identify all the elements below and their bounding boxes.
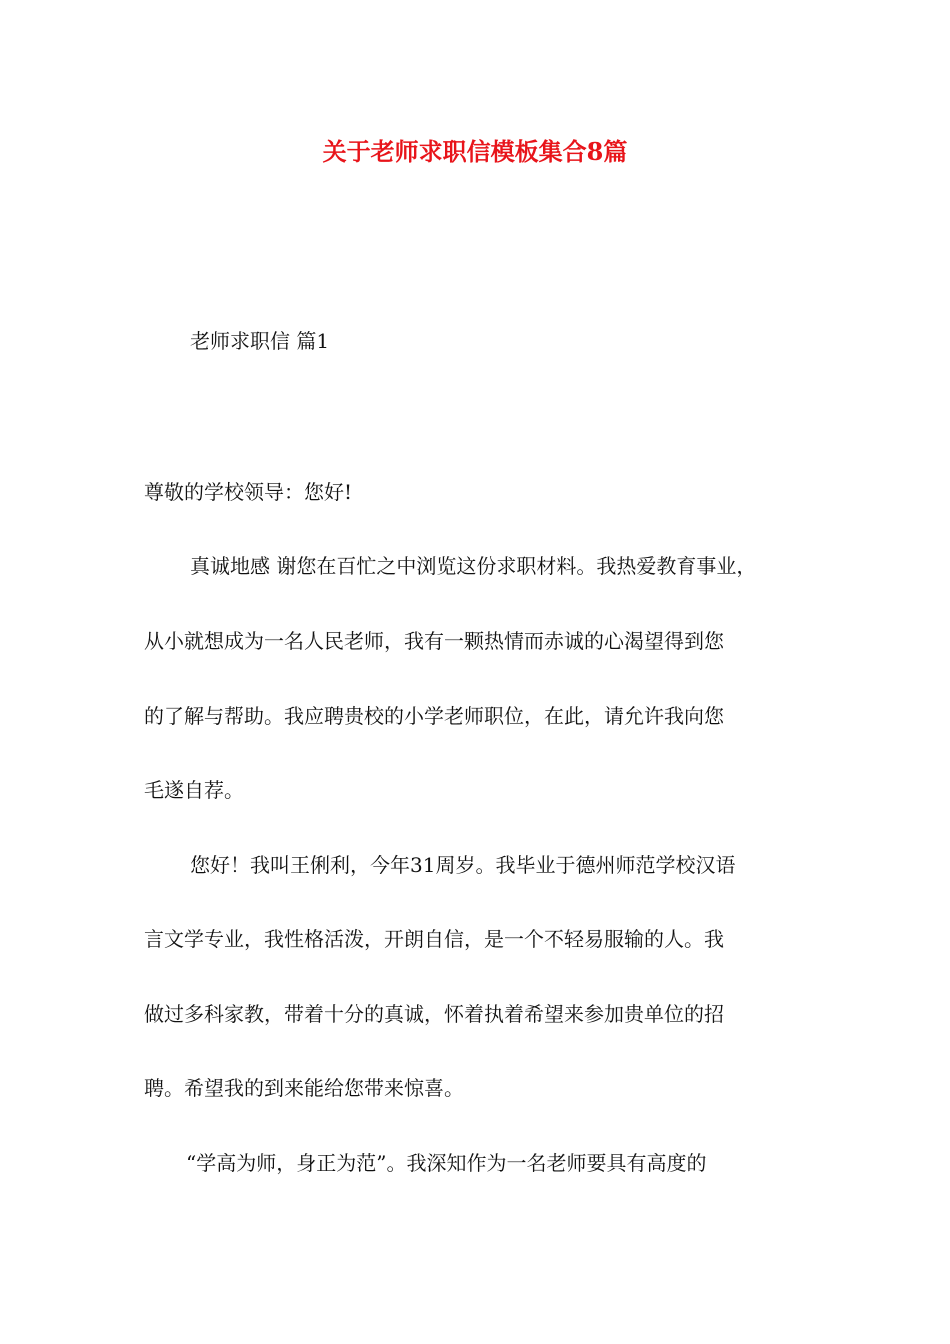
body-line: 做过多科家教，带着十分的真诚，怀着执着希望来参加贵单位的招 — [144, 1002, 724, 1026]
body-line: “学高为师，身正为范”。我深知作为一名老师要具有高度的 — [186, 1151, 707, 1175]
body-line: 从小就想成为一名人民老师，我有一颗热情而赤诚的心渴望得到您 — [144, 629, 724, 653]
body-line: 聘。希望我的到来能给您带来惊喜。 — [144, 1076, 464, 1100]
body-line: 毛遂自荐。 — [144, 778, 244, 802]
section-heading: 老师求职信 篇1 — [190, 329, 330, 353]
body-line: 真诚地感 谢您在百忙之中浏览这份求职材料。我热爱教育事业， — [190, 554, 757, 578]
document-title: 关于老师求职信模板集合8篇 — [322, 137, 628, 166]
body-line: 的了解与帮助。我应聘贵校的小学老师职位，在此，请允许我向您 — [144, 704, 724, 728]
body-line: 您好！我叫王俐利，今年31周岁。我毕业于德州师范学校汉语 — [190, 853, 736, 877]
salutation: 尊敬的学校领导：您好! — [144, 480, 353, 504]
body-line: 言文学专业，我性格活泼，开朗自信，是一个不轻易服输的人。我 — [144, 927, 724, 951]
